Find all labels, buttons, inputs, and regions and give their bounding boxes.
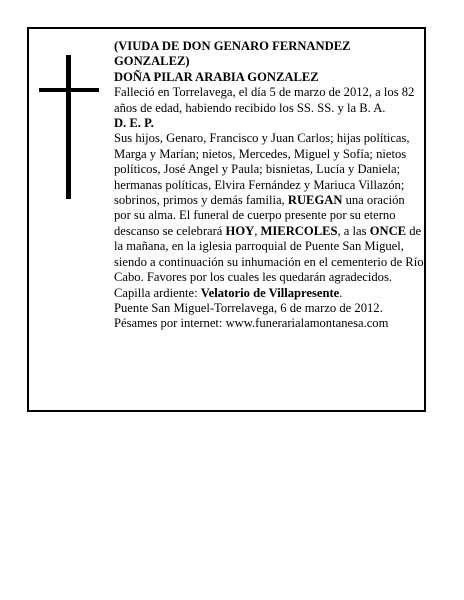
- chapel-line: Capilla ardiente: Velatorio de Villapresente.: [114, 285, 343, 300]
- family-and-funeral: Sus hijos, Genaro, Francisco y Juan Carlos; hijas políticas, Marga y Marían; nietos, Mercedes, Miguel y Sofía; nietos políticos, José Angel y Paula; bisnietas, Lucía y Daniela; hermanas políticas, Elvira Fernández y Mariuca Villazón; sobrinos, primos y demás familia, RUEGAN una oración por su alma. El funeral de cuerpo presente por su eterno descanso se celebrará HOY, MIERCOLES, a las ONCE de la mañana, en la iglesia parroquial de Puente San Miguel, siendo a continuación su inhumación en el cementerio de Río Cabo. Favores por los cuales les quedarán agradecidos.: [114, 131, 424, 285]
- cross-vertical-bar: [66, 55, 71, 199]
- chapel-name: Velatorio de Villapresente: [200, 285, 340, 300]
- once-word: ONCE: [369, 223, 407, 238]
- obituary-notice: [27, 27, 426, 412]
- death-details: Falleció en Torrelavega, el día 5 de marzo de 2012, a los 82 años de edad, habiendo recibido los SS. SS. y la B. A.: [114, 85, 415, 115]
- miercoles-word: MIERCOLES: [260, 223, 338, 238]
- ruegan-word: RUEGAN: [287, 193, 343, 208]
- condolences-line: Pésames por internet: www.funerarialamontanesa.com: [114, 316, 389, 331]
- family-list: Sus hijos, Genaro, Francisco y Juan Carlos; hijas políticas, Marga y Marían; nietos, Mercedes, Miguel y Sofía; nietos políticos, José Angel y Paula; bisnietas, Lucía y Daniela; hermanas políticas, Elvira Fernández y Mariuca Villazón; sobrinos, primos y demás familia,: [114, 131, 410, 208]
- cross-horizontal-bar: [39, 88, 99, 92]
- widow-of-line: (VIUDA DE DON GENARO FERNANDEZ GONZALEZ): [114, 39, 351, 69]
- place-date-line: Puente San Miguel-Torrelavega, 6 de marzo de 2012.: [114, 300, 383, 315]
- dep-line: D. E. P.: [114, 116, 154, 131]
- latin-cross-icon: [39, 55, 99, 199]
- hoy-word: HOY: [225, 223, 255, 238]
- obituary-text: [114, 39, 424, 332]
- deceased-name: DOÑA PILAR ARABIA GONZALEZ: [114, 69, 319, 84]
